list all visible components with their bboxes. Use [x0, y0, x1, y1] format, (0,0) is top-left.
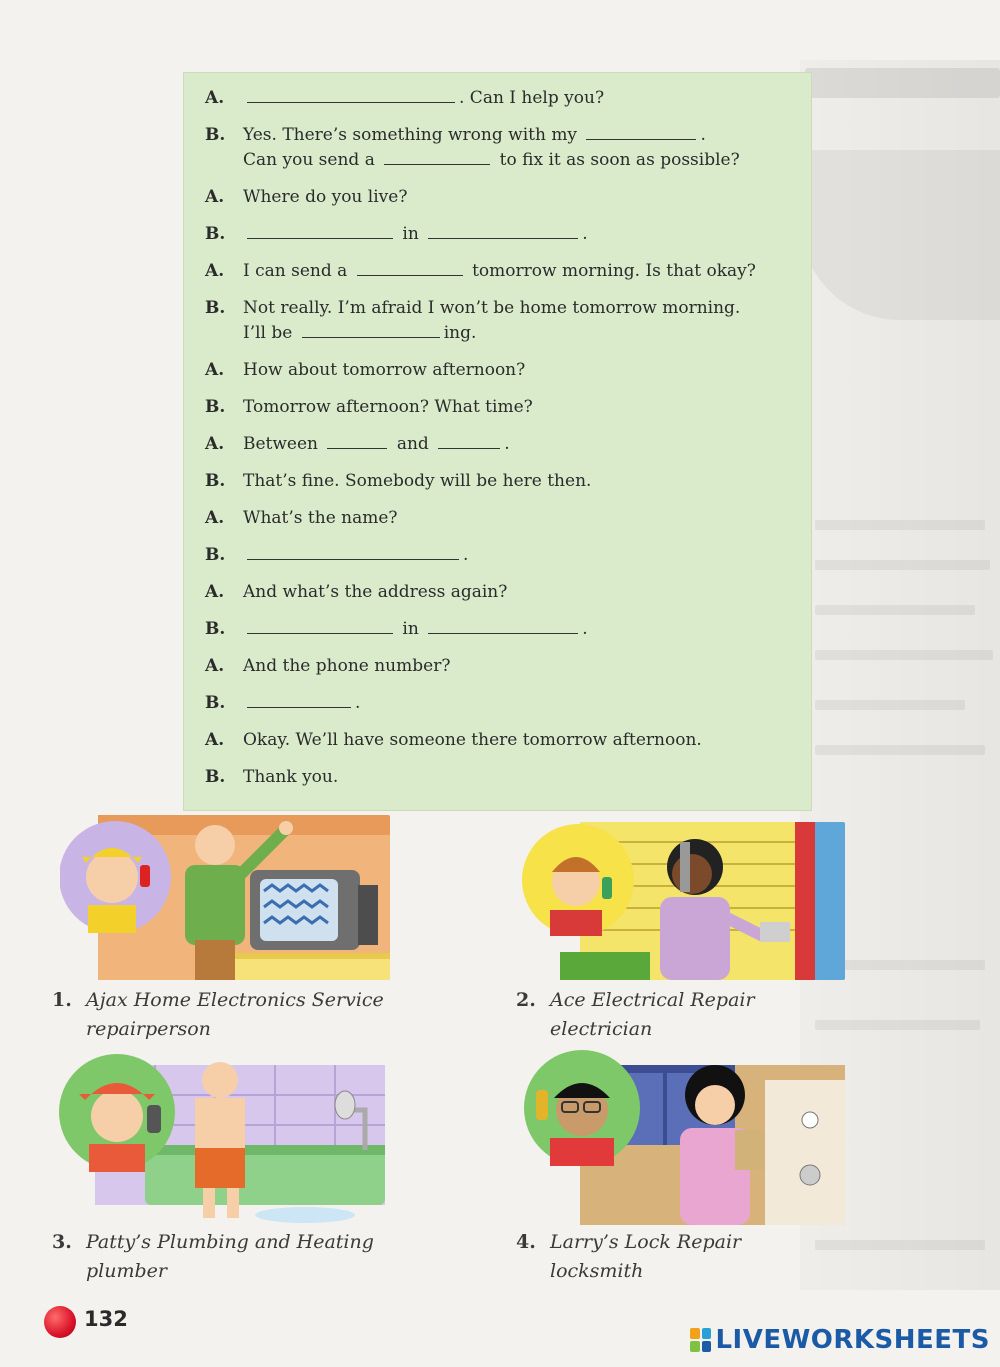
- dialog-text: ing.: [443, 323, 477, 343]
- bleed-through-title: [805, 68, 1000, 98]
- bleed-line: [815, 700, 965, 710]
- dialog-line: [205, 469, 591, 494]
- answer-blank[interactable]: [302, 336, 440, 338]
- dialog-text: Yes. There’s something wrong with my: [243, 125, 583, 145]
- item-number: 2.: [516, 989, 536, 1011]
- dialog-text: .: [582, 224, 588, 244]
- dialog-line: [205, 321, 476, 346]
- illustration-3: [55, 1050, 385, 1225]
- speaker-label: B.: [205, 545, 226, 565]
- answer-blank[interactable]: [428, 237, 578, 239]
- dialog-text: Between: [243, 434, 324, 454]
- watermark-text: LIVEWORKSHEETS: [715, 1325, 990, 1355]
- dialog-line: [205, 259, 756, 284]
- dialog-text: .: [700, 125, 706, 145]
- dialog-line: [205, 543, 468, 568]
- dialog-text: . Can I help you?: [459, 88, 605, 108]
- dialog-text: to fix it as soon as possible?: [494, 150, 740, 170]
- speaker-label: B.: [205, 619, 226, 639]
- speaker-label: A.: [205, 730, 225, 750]
- answer-blank[interactable]: [586, 138, 696, 140]
- dialog-line: [205, 580, 507, 605]
- bleed-line: [815, 1020, 980, 1030]
- dialog-line: [205, 691, 360, 716]
- role: repairperson: [86, 1018, 211, 1040]
- company-name: Ace Electrical Repair: [550, 989, 755, 1011]
- answer-blank[interactable]: [357, 274, 463, 276]
- caption-3: [52, 1228, 374, 1286]
- dialog-line: [205, 296, 740, 321]
- dialog-text: Thank you.: [243, 767, 339, 787]
- dialog-line: [205, 432, 510, 457]
- answer-blank[interactable]: [247, 237, 393, 239]
- dialog-text: I can send a: [243, 261, 353, 281]
- dialog-line: [205, 617, 588, 642]
- dialog-text: in: [397, 619, 425, 639]
- speaker-label: A.: [205, 434, 225, 454]
- dialog-text: Where do you live?: [243, 187, 408, 207]
- company-name: Ajax Home Electronics Service: [86, 989, 384, 1011]
- dialog-line: [205, 86, 604, 111]
- illustration-1: [60, 815, 390, 980]
- bleed-line: [815, 650, 993, 660]
- dialog-text: Tomorrow afternoon? What time?: [243, 397, 533, 417]
- speaker-label: B.: [205, 397, 226, 417]
- page-marker-icon: [44, 1306, 76, 1338]
- answer-blank[interactable]: [247, 558, 459, 560]
- dialog-text: Not really. I’m afraid I won’t be home tomorrow morning.: [243, 298, 741, 318]
- speaker-label: B.: [205, 125, 226, 145]
- caption-1: [52, 986, 384, 1044]
- company-name: Larry’s Lock Repair: [550, 1231, 742, 1253]
- dialog-text: and: [391, 434, 435, 454]
- answer-blank[interactable]: [428, 632, 578, 634]
- caption-2: [516, 986, 755, 1044]
- speaker-label: A.: [205, 582, 225, 602]
- item-number: 3.: [52, 1231, 72, 1253]
- answer-blank[interactable]: [438, 447, 500, 449]
- dialog-text: .: [463, 545, 469, 565]
- bleed-line: [815, 1240, 985, 1250]
- speaker-label: A.: [205, 261, 225, 281]
- dialog-text: tomorrow morning. Is that okay?: [466, 261, 756, 281]
- dialog-line: [205, 148, 740, 173]
- speaker-label: B.: [205, 693, 226, 713]
- dialog-text: in: [397, 224, 425, 244]
- answer-blank[interactable]: [247, 706, 351, 708]
- answer-blank[interactable]: [384, 163, 490, 165]
- dialog-line: [205, 728, 702, 753]
- dialog-text: Okay. We’ll have someone there tomorrow afternoon.: [243, 730, 702, 750]
- bleed-line: [815, 560, 990, 570]
- role: plumber: [86, 1260, 167, 1282]
- item-number: 1.: [52, 989, 72, 1011]
- answer-blank[interactable]: [247, 101, 455, 103]
- item-number: 4.: [516, 1231, 536, 1253]
- answer-blank[interactable]: [327, 447, 387, 449]
- dialog-text: .: [582, 619, 588, 639]
- speaker-label: A.: [205, 187, 225, 207]
- dialog-text: And the phone number?: [243, 656, 451, 676]
- dialog-text: How about tomorrow afternoon?: [243, 360, 526, 380]
- bleed-line: [815, 745, 985, 755]
- dialog-line: [205, 765, 338, 790]
- illustration-4: [520, 1050, 845, 1225]
- dialog-text: And what’s the address again?: [243, 582, 508, 602]
- illustration-2: [520, 822, 845, 980]
- dialog-line: [205, 358, 525, 383]
- dialog-text: That’s fine. Somebody will be here then.: [243, 471, 592, 491]
- speaker-label: B.: [205, 298, 226, 318]
- role: locksmith: [550, 1260, 644, 1282]
- page-number: 132: [84, 1307, 128, 1331]
- dialog-text: .: [355, 693, 361, 713]
- dialog-line: [205, 506, 398, 531]
- dialog-text: I’ll be: [243, 323, 298, 343]
- role: electrician: [550, 1018, 653, 1040]
- bleed-line: [815, 605, 975, 615]
- speaker-label: A.: [205, 88, 225, 108]
- dialog-text: .: [504, 434, 510, 454]
- speaker-label: B.: [205, 224, 226, 244]
- liveworksheets-icon: [690, 1328, 711, 1352]
- speaker-label: A.: [205, 360, 225, 380]
- speaker-label: B.: [205, 767, 226, 787]
- dialog-line: [205, 654, 450, 679]
- dialog-text: What’s the name?: [243, 508, 398, 528]
- company-name: Patty’s Plumbing and Heating: [86, 1231, 374, 1253]
- speaker-label: A.: [205, 656, 225, 676]
- dialog-line: [205, 395, 533, 420]
- dialog-line: [205, 222, 588, 247]
- speaker-label: A.: [205, 508, 225, 528]
- caption-4: [516, 1228, 741, 1286]
- dialog-line: [205, 185, 407, 210]
- liveworksheets-logo: [690, 1322, 990, 1358]
- bleed-line: [815, 520, 985, 530]
- speaker-label: B.: [205, 471, 226, 491]
- dialog-text: Can you send a: [243, 150, 381, 170]
- dialog-line: [205, 123, 706, 148]
- answer-blank[interactable]: [247, 632, 393, 634]
